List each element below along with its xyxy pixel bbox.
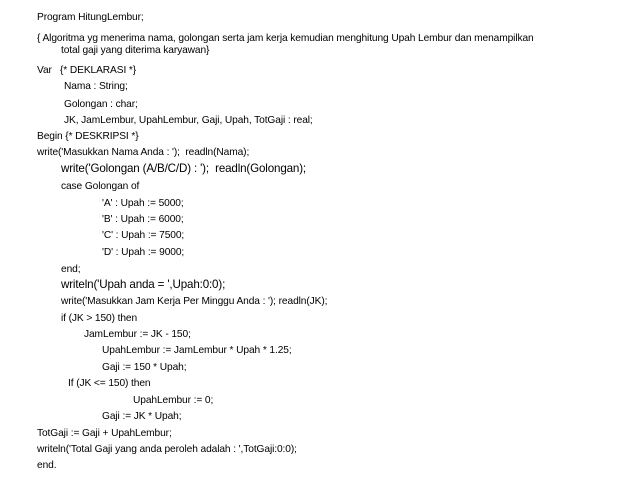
code-line-14: 'C' : Upah := 7500; bbox=[102, 230, 185, 241]
code-line-22: Gaji := 150 * Upah; bbox=[102, 362, 187, 373]
code-line-28: end. bbox=[37, 460, 57, 471]
code-line-16: end; bbox=[61, 264, 81, 275]
code-line-18: write('Masukkan Jam Kerja Per Minggu Anda : '); readln(JK); bbox=[61, 296, 328, 307]
code-line-4: Var {* DEKLARASI *} bbox=[37, 65, 137, 76]
code-line-17: writeln('Upah anda = ',Upah:0:0); bbox=[61, 278, 226, 291]
code-line-10: write('Golongan (A/B/C/D) : '); readln(Golongan); bbox=[61, 162, 307, 175]
code-line-27: writeln('Total Gaji yang anda peroleh adalah : ',TotGaji:0:0); bbox=[37, 444, 297, 455]
code-line-26: TotGaji := Gaji + UpahLembur; bbox=[37, 428, 172, 439]
code-line-19: if (JK > 150) then bbox=[61, 313, 138, 324]
code-line-15: 'D' : Upah := 9000; bbox=[102, 247, 185, 258]
code-line-21: UpahLembur := JamLembur * Upah * 1.25; bbox=[102, 345, 292, 356]
code-line-11: case Golongan of bbox=[61, 181, 140, 192]
code-line-25: Gaji := JK * Upah; bbox=[102, 411, 182, 422]
code-line-8: Begin {* DESKRIPSI *} bbox=[37, 131, 139, 142]
code-line-9: write('Masukkan Nama Anda : '); readln(Nama); bbox=[37, 147, 250, 158]
code-line-5: Nama : String; bbox=[64, 81, 128, 92]
code-line-23: If (JK <= 150) then bbox=[68, 378, 151, 389]
code-line-7: JK, JamLembur, UpahLembur, Gaji, Upah, TotGaji : real; bbox=[64, 115, 313, 126]
code-line-2: { Algoritma yg menerima nama, golongan serta jam kerja kemudian menghitung Upah Lembur dan menampilkan bbox=[37, 33, 534, 44]
code-line-6: Golongan : char; bbox=[64, 99, 138, 110]
code-line-3: total gaji yang diterima karyawan} bbox=[61, 45, 210, 56]
code-line-13: 'B' : Upah := 6000; bbox=[102, 214, 184, 225]
code-line-12: 'A' : Upah := 5000; bbox=[102, 198, 184, 209]
code-line-1: Program HitungLembur; bbox=[37, 12, 144, 23]
code-line-24: UpahLembur := 0; bbox=[133, 395, 214, 406]
code-line-20: JamLembur := JK - 150; bbox=[84, 329, 191, 340]
